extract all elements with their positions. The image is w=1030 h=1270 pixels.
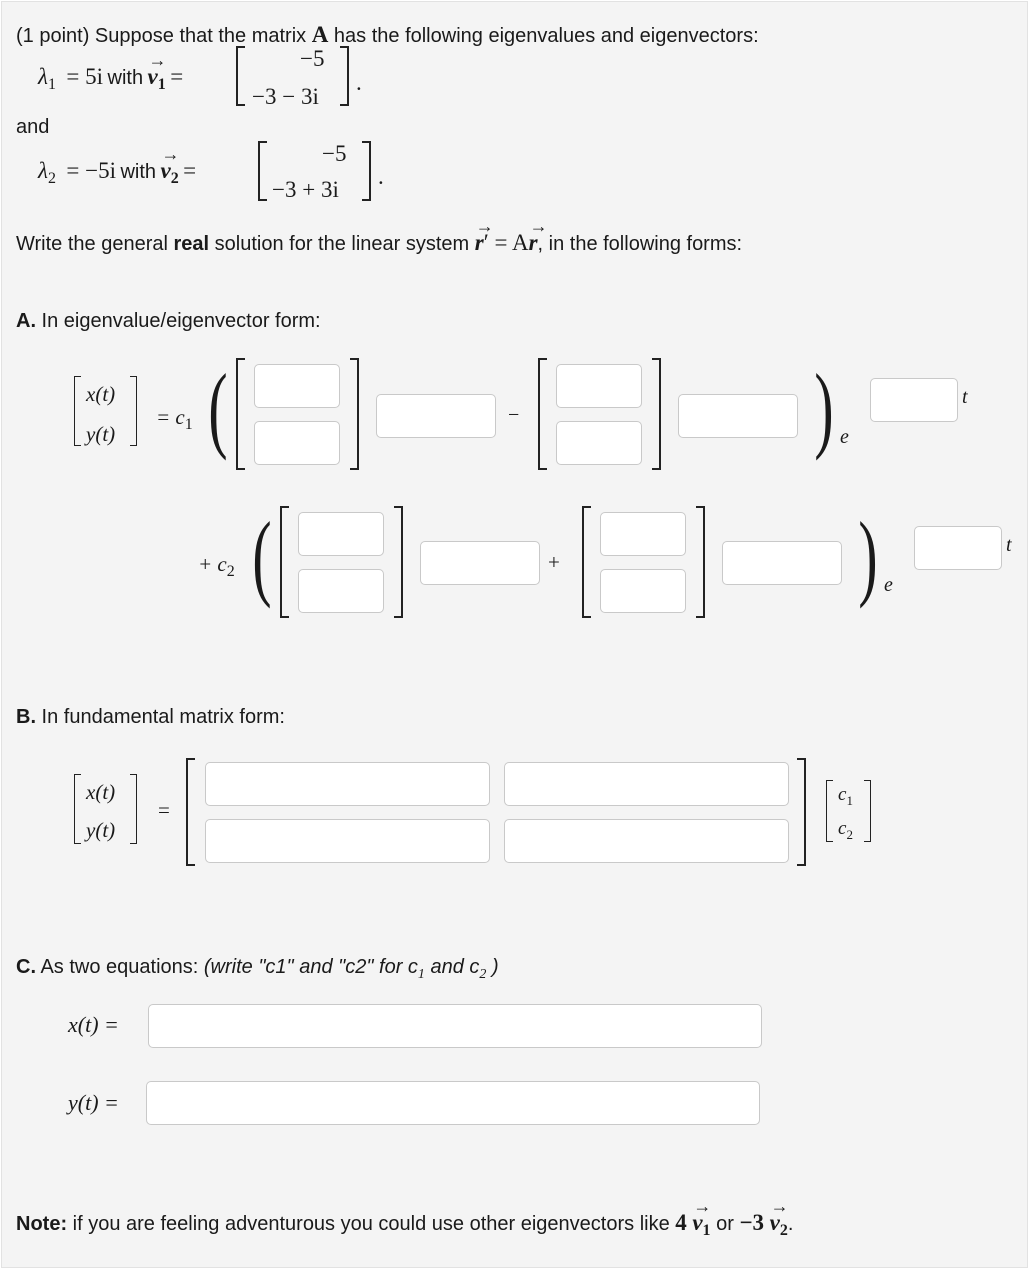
c-y-input[interactable] (146, 1081, 760, 1125)
a-eq-c1: = $c_1$ (156, 405, 193, 433)
c-x-label: x(t) = (68, 1012, 119, 1037)
a-func3-input[interactable] (420, 541, 540, 585)
a-vec2-bottom-input[interactable] (556, 421, 642, 465)
v1-right-bracket (340, 46, 349, 106)
v1-bottom: −3 − 3i (252, 84, 319, 109)
part-c-heading: C. As two equations: (write "c1" and "c2" for $c_1$ and $c_2$ ) (16, 956, 499, 982)
a-func4-input[interactable] (722, 541, 842, 585)
lambda2-expression: λ2 = −5i with → v2 = (38, 158, 196, 188)
b-matrix-right-bracket (797, 758, 806, 866)
b-xy-left-bracket (74, 774, 81, 844)
a-open-paren-1: ( (208, 354, 228, 461)
a-vec4-top-input[interactable] (600, 512, 686, 556)
a-vec4-left-bracket (582, 506, 591, 618)
a-func1-input[interactable] (376, 394, 496, 438)
a-open-paren-2: ( (252, 502, 272, 609)
b-matrix-12-input[interactable] (504, 762, 789, 806)
a-plus-c2: + $c_2$ (198, 552, 235, 580)
b-matrix-22-input[interactable] (504, 819, 789, 863)
b-matrix-left-bracket (186, 758, 195, 866)
v2-top: −5 (322, 141, 347, 166)
a-vec2-top-input[interactable] (556, 364, 642, 408)
a-vec1-bottom-input[interactable] (254, 421, 340, 465)
a-vec2-left-bracket (538, 358, 547, 470)
b-xy-right-bracket (130, 774, 137, 844)
a-close-paren-2: ) (858, 502, 878, 609)
a-vec3-right-bracket (394, 506, 403, 618)
a-vec1-right-bracket (350, 358, 359, 470)
a-vec2-right-bracket (652, 358, 661, 470)
a-exponent1-input[interactable] (870, 378, 958, 422)
a-vec1-left-bracket (236, 358, 245, 470)
a-vec1-top-input[interactable] (254, 364, 340, 408)
v2-right-bracket (362, 141, 371, 201)
b-c-right-bracket (864, 780, 871, 842)
a-vec4-right-bracket (696, 506, 705, 618)
b-c1: $c_1$ (838, 784, 853, 808)
note-text: Note: if you are feeling adventurous you could use other eigenvectors like $4 \to v_1$ or $-3 \to v_2$. (16, 1210, 793, 1240)
b-matrix-21-input[interactable] (205, 819, 490, 863)
part-a-heading: A. In eigenvalue/eigenvector form: (16, 310, 321, 332)
instruction-text: Write the general real solution for the linear system → r′ = A→ r, in the following forms: (16, 230, 742, 256)
c-y-label: y(t) = (68, 1090, 119, 1115)
b-c2: $c_2$ (838, 818, 853, 842)
b-matrix-11-input[interactable] (205, 762, 490, 806)
a-vec3-bottom-input[interactable] (298, 569, 384, 613)
a-xy-right-bracket (130, 376, 137, 446)
a-xy-left-bracket (74, 376, 81, 446)
problem-panel (1, 1, 1028, 1268)
c-x-input[interactable] (148, 1004, 762, 1048)
v1-top: −5 (300, 46, 325, 71)
v1-left-bracket (236, 46, 245, 106)
intro-text: (1 point) Suppose that the matrix A has the following eigenvalues and eigenvectors: (16, 22, 759, 47)
a-func2-input[interactable] (678, 394, 798, 438)
and-text: and (16, 116, 50, 138)
a-vec3-top-input[interactable] (298, 512, 384, 556)
a-close-paren-1: ) (814, 354, 834, 461)
part-b-heading: B. In fundamental matrix form: (16, 706, 285, 728)
a-exponent2-input[interactable] (914, 526, 1002, 570)
v2-left-bracket (258, 141, 267, 201)
b-c-left-bracket (826, 780, 833, 842)
v2-bottom: −3 + 3i (272, 177, 339, 202)
a-vec3-left-bracket (280, 506, 289, 618)
a-vec4-bottom-input[interactable] (600, 569, 686, 613)
lambda1-expression: λ1 = 5i with → v1 = (38, 64, 183, 94)
